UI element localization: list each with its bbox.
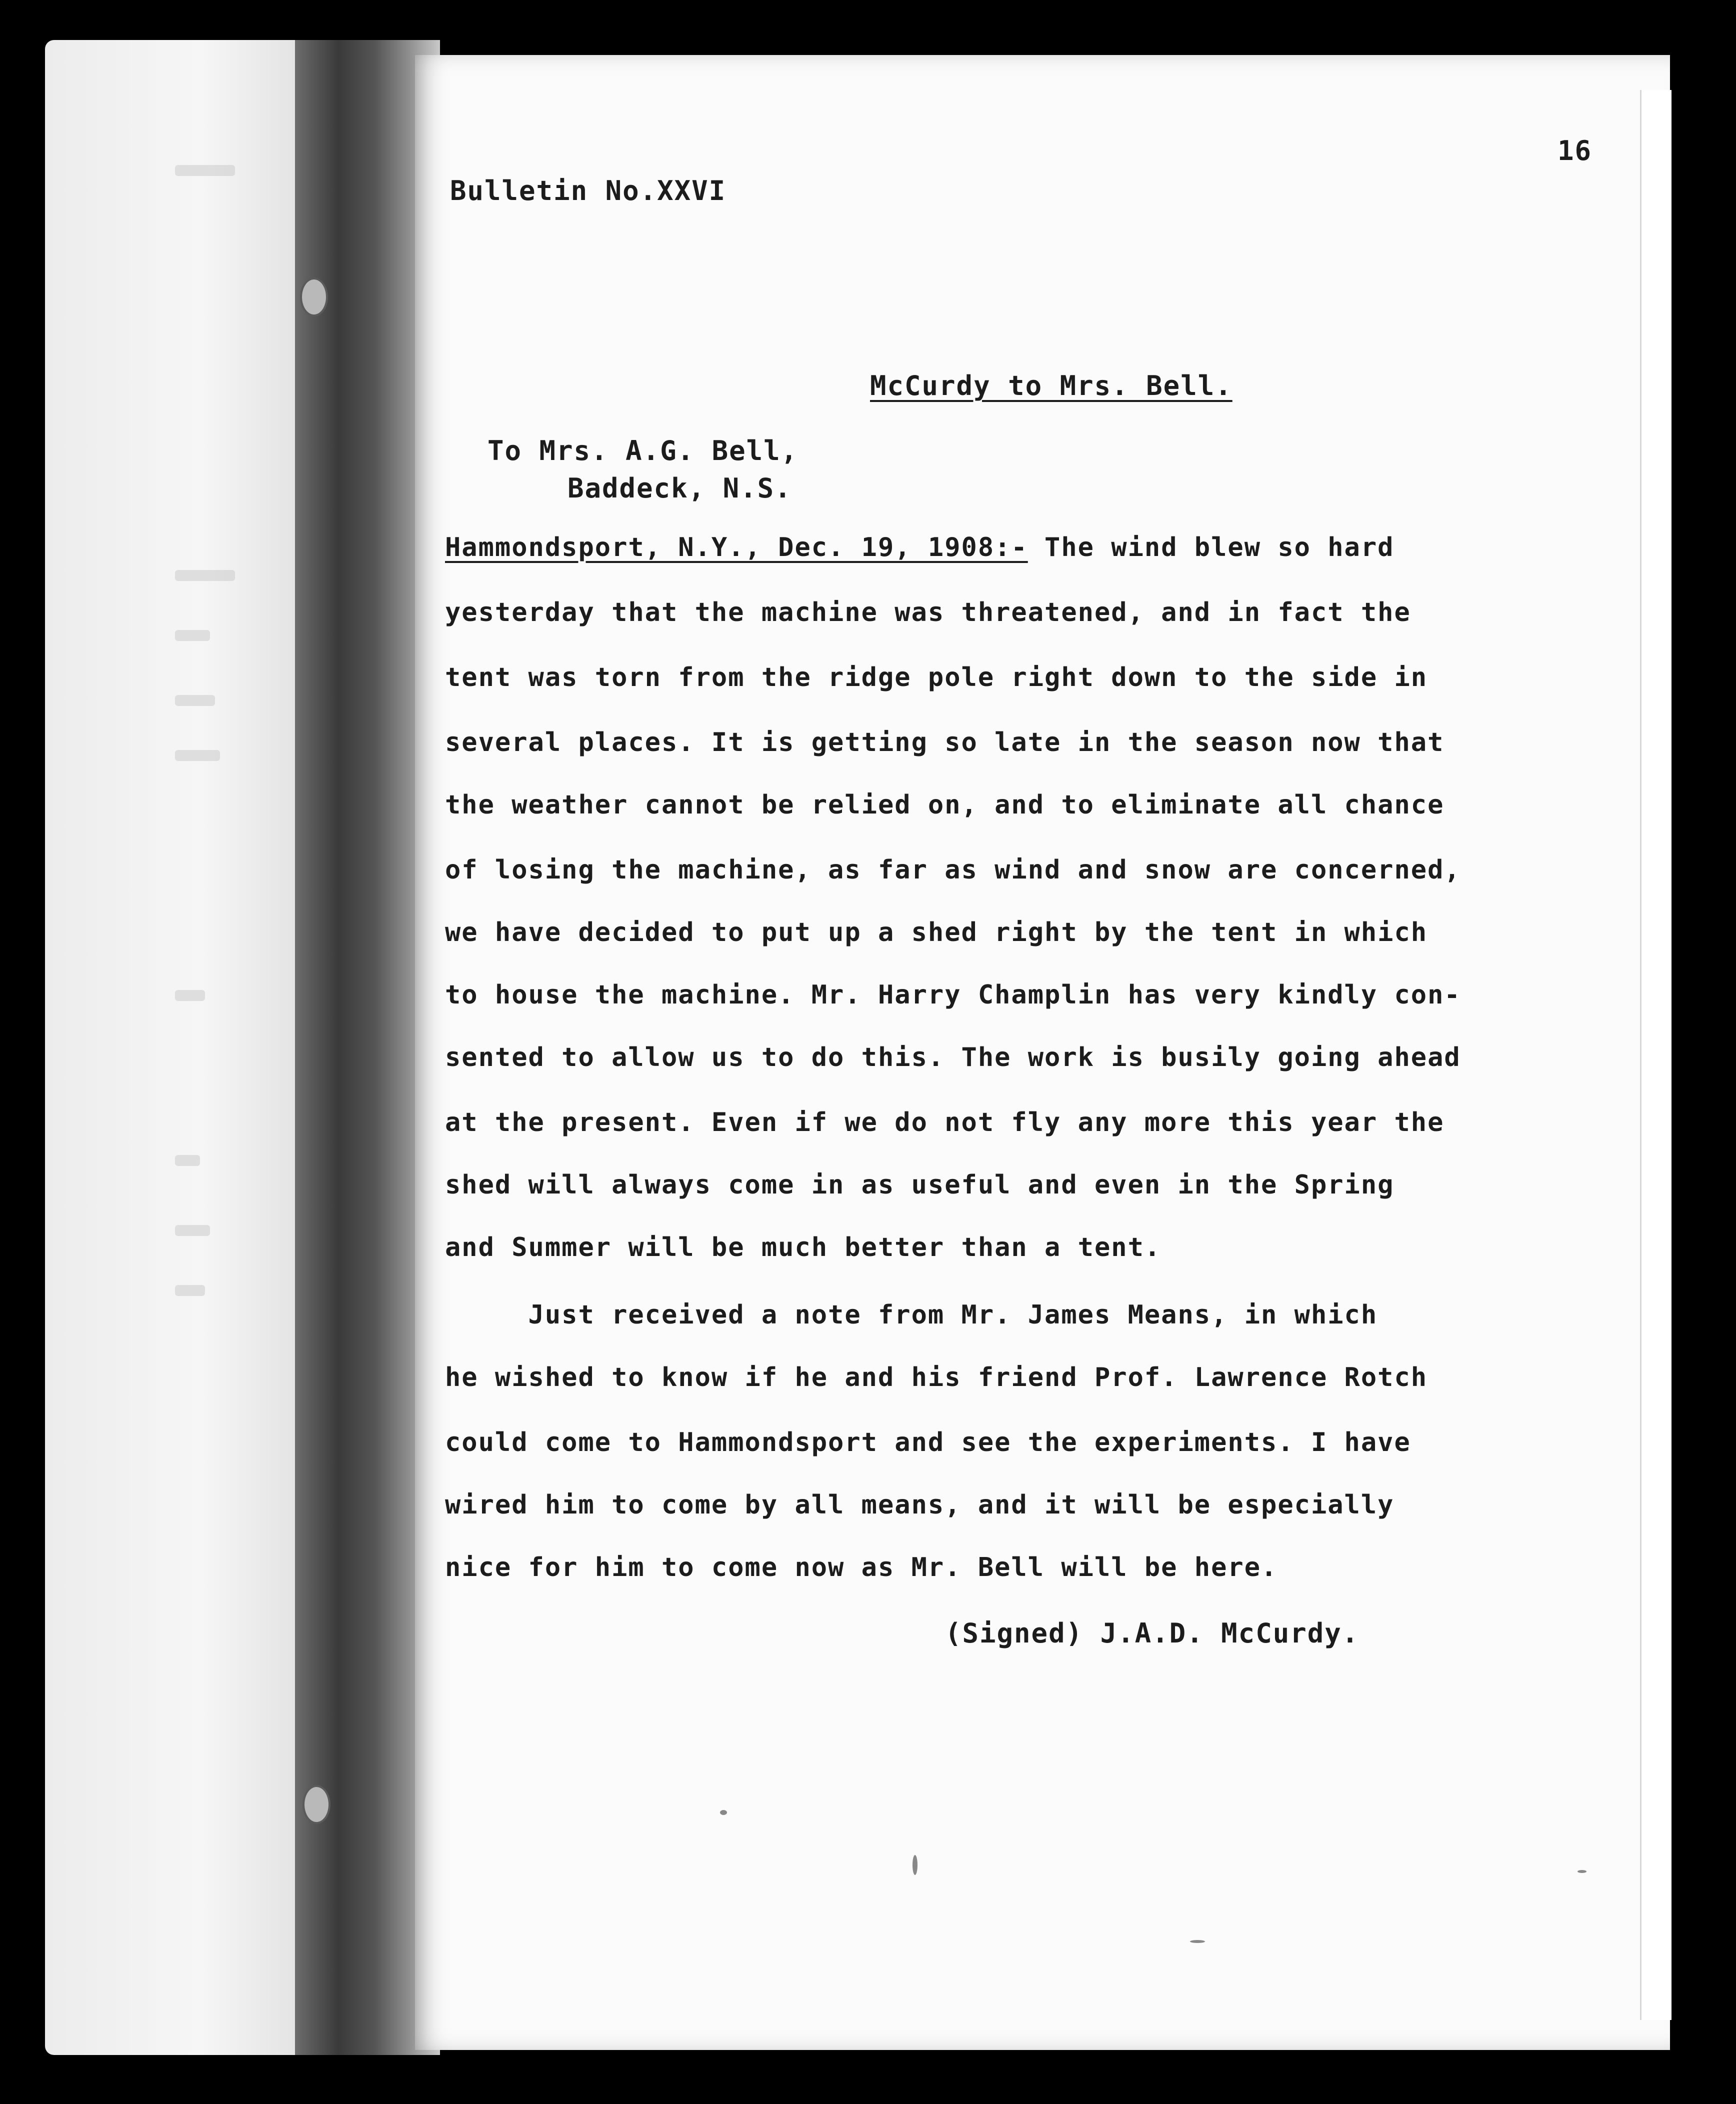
- previous-page-edge: [45, 40, 305, 2055]
- scan-speck: [1190, 1940, 1205, 1943]
- body-line: the weather cannot be relied on, and to eliminate all chance: [445, 790, 1444, 820]
- body-line: we have decided to put up a shed right by the tent in which: [445, 918, 1428, 948]
- bleed-through-mark: [175, 1225, 210, 1236]
- addressee-name: To Mrs. A.G. Bell,: [488, 435, 798, 466]
- body-line: nice for him to come now as Mr. Bell will be here.: [445, 1552, 1278, 1582]
- body-line: at the present. Even if we do not fly any more this year the: [445, 1108, 1444, 1138]
- first-body-line: [445, 532, 1394, 562]
- body-line: of losing the machine, as far as wind and snow are concerned,: [445, 855, 1461, 885]
- bleed-through-mark: [175, 165, 235, 176]
- body-line: shed will always come in as useful and even in the Spring: [445, 1170, 1394, 1200]
- bleed-through-mark: [175, 570, 235, 581]
- place-date: Hammondsport, N.Y., Dec. 19, 1908:-: [445, 532, 1028, 562]
- scan-speck: [912, 1855, 918, 1875]
- bleed-through-mark: [175, 1155, 200, 1166]
- body-line: he wished to know if he and his friend Prof. Lawrence Rotch: [445, 1362, 1428, 1392]
- body-line: wired him to come by all means, and it will be especially: [445, 1490, 1394, 1520]
- body-line: Just received a note from Mr. James Means, in which: [445, 1300, 1378, 1330]
- body-line: sented to allow us to do this. The work is busily going ahead: [445, 1042, 1461, 1072]
- bleed-through-mark: [175, 1285, 205, 1296]
- body-line: could come to Hammondsport and see the experiments. I have: [445, 1428, 1411, 1458]
- bulletin-number: Bulletin No.XXVI: [450, 175, 726, 206]
- binder-hole-bottom: [302, 1785, 330, 1824]
- page-number: 16: [1558, 135, 1592, 166]
- body-text: The wind blew so hard: [1028, 532, 1394, 562]
- scan-speck: [720, 1810, 727, 1815]
- scan-speck: [1578, 1870, 1586, 1873]
- body-line: to house the machine. Mr. Harry Champlin has very kindly con-: [445, 980, 1461, 1010]
- bleed-through-mark: [175, 990, 205, 1001]
- signature-line: (Signed) J.A.D. McCurdy.: [945, 1618, 1360, 1649]
- bleed-through-mark: [175, 750, 220, 761]
- letter-heading: McCurdy to Mrs. Bell.: [870, 370, 1232, 402]
- body-line: tent was torn from the ridge pole right down to the side in: [445, 662, 1428, 692]
- addressee-location: Baddeck, N.S.: [568, 472, 792, 504]
- binder-hole-top: [300, 278, 328, 316]
- bleed-through-mark: [175, 630, 210, 641]
- body-line: several places. It is getting so late in the season now that: [445, 728, 1444, 758]
- page-stack-edge: [1640, 90, 1672, 2020]
- bleed-through-mark: [175, 695, 215, 706]
- body-line: and Summer will be much better than a tent.: [445, 1232, 1162, 1262]
- body-line: yesterday that the machine was threatened, and in fact the: [445, 598, 1411, 628]
